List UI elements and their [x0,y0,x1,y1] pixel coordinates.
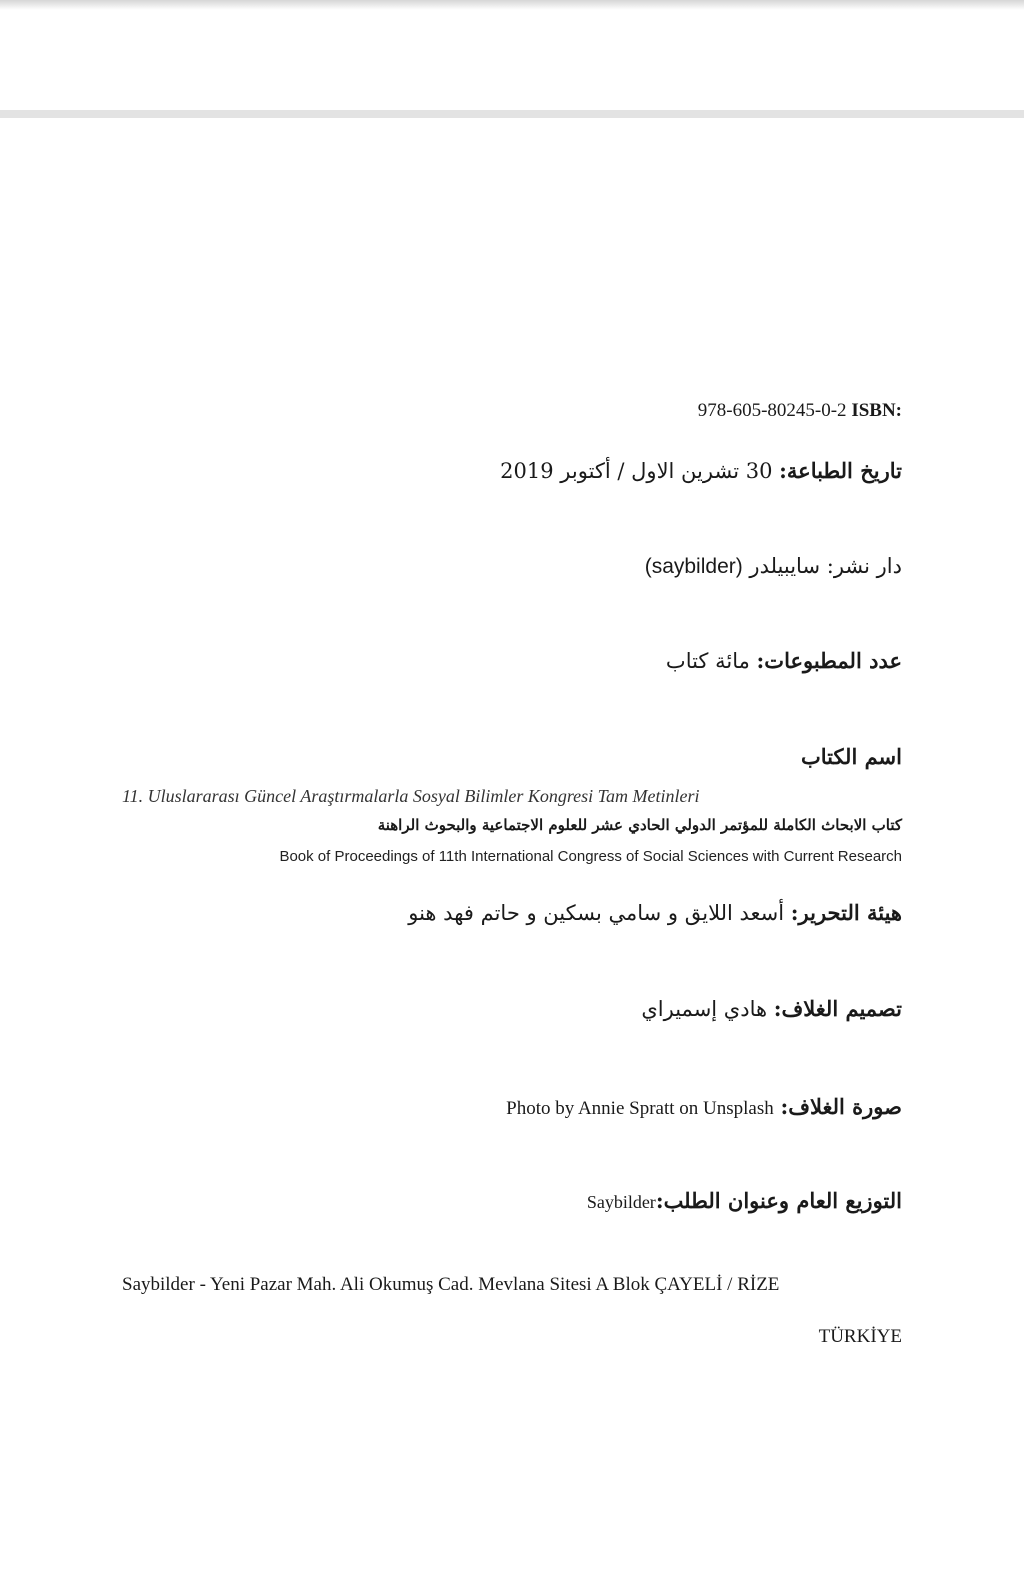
distribution-line [587,1188,902,1213]
publisher-line [645,554,902,579]
print-date-line [500,458,902,483]
book-title-turkish: 11. Uluslararası Güncel Araştırmalarla Sosyal Bilimler Kongresi Tam Metinleri [122,786,700,806]
address-line: Saybilder - Yeni Pazar Mah. Ali Okumuş Cad. Mevlana Sitesi A Blok ÇAYELİ / RİZE [122,1274,780,1295]
cover-photo-label: صورة الغلاف: [780,1094,902,1119]
isbn-value: 978-605-80245-0-2 [697,400,847,421]
address-country: TÜRKİYE [818,1326,902,1347]
distribution-label: التوزيع العام وعنوان الطلب: [655,1188,902,1213]
book-title-english: Book of Proceedings of 11th International Congress of Social Sciences with Current Research [279,848,902,865]
editors-value: أسعد اللايق و سامي بسكين و حاتم فهد هنو [408,901,785,925]
book-title-arabic: كتاب الابحاث الكاملة للمؤتمر الدولي الحادي عشر للعلوم الاجتماعية والبحوث الراهنة [377,816,902,834]
distribution-value: Saybilder [586,1192,656,1212]
print-date-value: 30 تشرين الاول / أكتوبر 2019 [500,459,773,483]
cover-design-label: تصميم الغلاف: [773,996,902,1021]
cover-design-line [641,996,902,1021]
isbn-line [698,400,902,422]
publisher-label: دار نشر: [826,554,902,578]
print-date-label: تاريخ الطباعة: [779,458,902,483]
editors-label: هيئة التحرير: [790,900,902,925]
page-divider [0,110,1024,118]
publisher-value-ar: سايبيلدر [749,554,821,578]
book-name-label: اسم الكتاب [800,744,902,769]
cover-design-value: هادي إسميراي [641,997,768,1021]
isbn-label: ISBN: [851,400,902,421]
copies-line [666,648,902,673]
top-edge-shadow [0,0,1024,10]
copies-label: عدد المطبوعات: [756,648,902,673]
cover-photo-value: Photo by Annie Spratt on Unsplash [506,1098,774,1119]
copies-value: مائة كتاب [665,649,750,673]
editors-line [408,900,902,925]
cover-photo-line [506,1094,902,1120]
publisher-value-latin: (saybilder) [644,555,743,578]
